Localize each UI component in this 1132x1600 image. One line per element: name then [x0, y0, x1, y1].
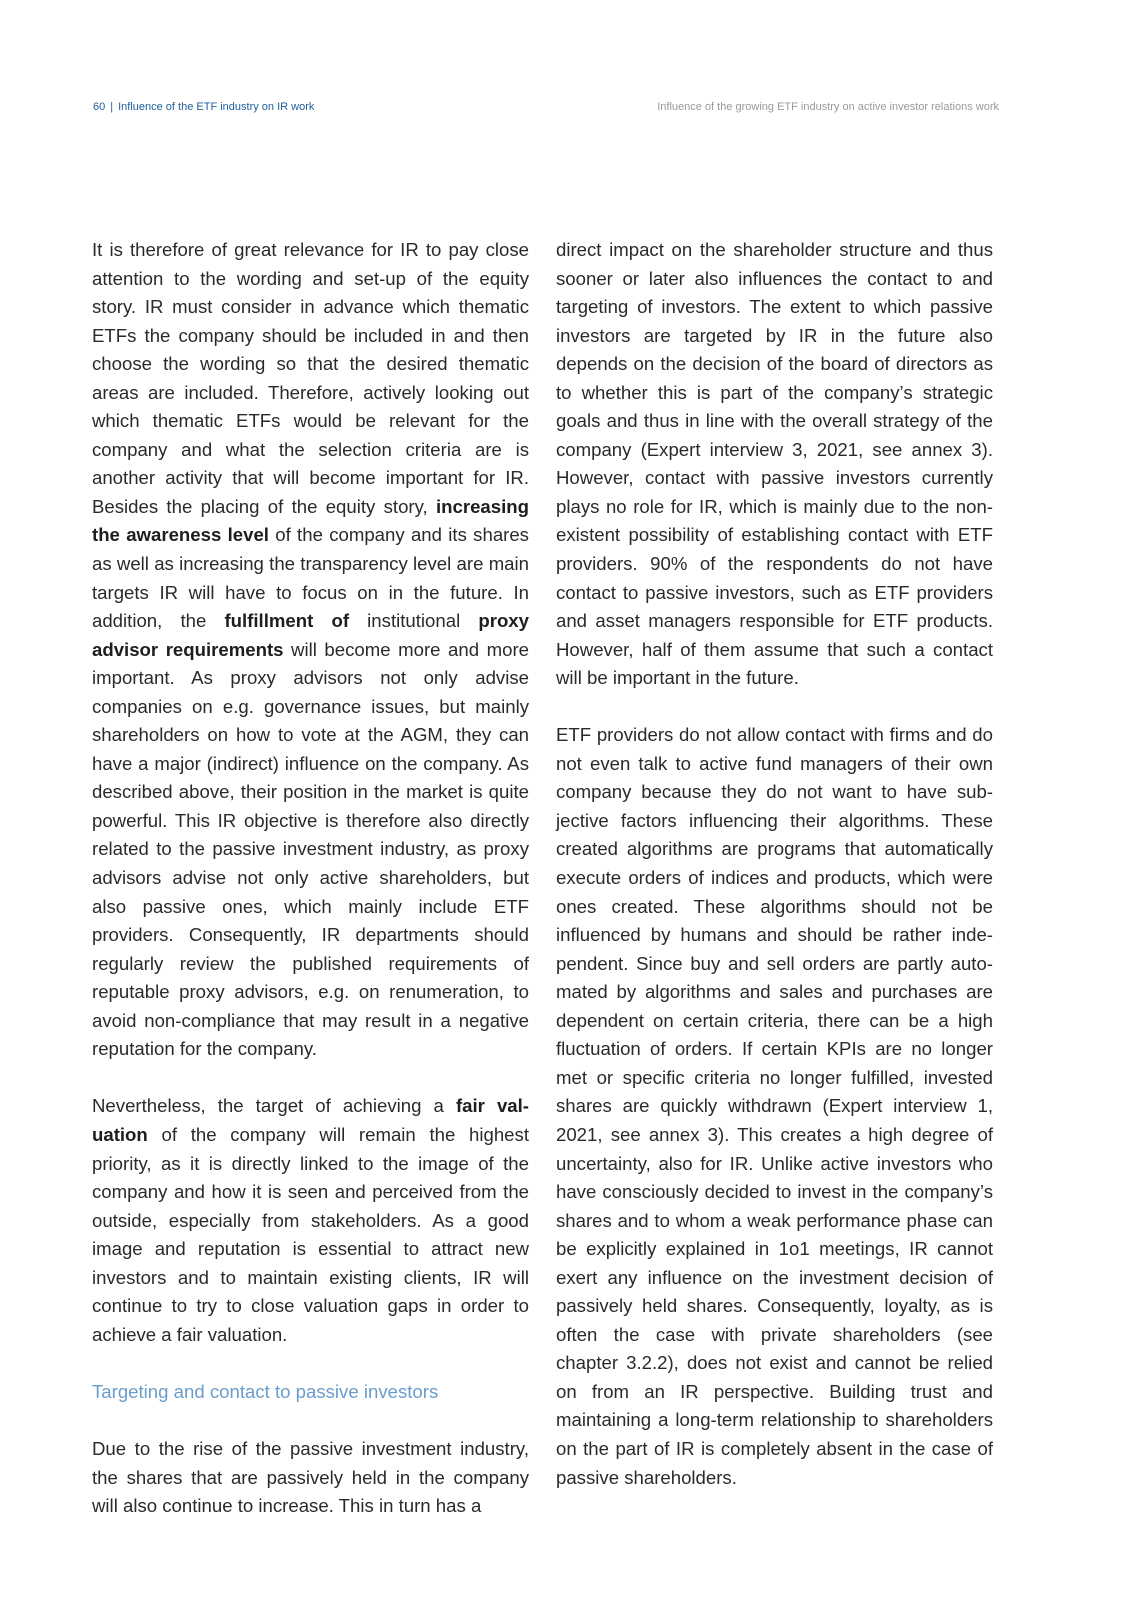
section-subheading: Targeting and contact to passive investors — [92, 1380, 439, 1402]
text-run: institutional — [349, 610, 479, 632]
text-run: It is therefore of great relevance for IR to pay close attention to the wording and set-up of the equity story. IR must consider in advance which thematic ETFs the company should be included in and then choose the wording so that the desired thematic areas are included. Therefore, actively looking out which thematic ETFs would be relevant for the company and what the selection criteria are is another activity that will become important for IR. Besides the placing of the equity story, — [92, 239, 529, 517]
text-run: will become more and more important. As proxy advisors not only advise companies on e.g. governance issues, but mainly shareholders on how to vote at the AGM, they can have a major (indirect) influence on the company. As described above, their position in the market is quite powerful. This IR objective is therefore also directly related to the passive investment industry, as proxy advisors advise not only active shareholders, but also passive ones, which mainly include ETF providers. Consequently, IR departments should regularly review the published requirements of reputable proxy advisors, e.g. on renumeration, to avoid non-compliance that may result in a negative reputation for the company. — [92, 638, 529, 1060]
emphasis-proxy-advisor: proxy advisor requirements — [92, 610, 529, 660]
page-header — [93, 98, 999, 116]
document-title: Influence of the growing ETF industry on active investor relations work — [657, 101, 999, 113]
paragraph-fair-valuation — [92, 1092, 529, 1349]
paragraph-etf-providers: ETF providers do not allow contact with firms and do not even talk to active fund managers of their own company because they do not want to have subjective factors influencing their algorithms. These created algorithms are programs that automatically execute orders of indices and products, which were ones created. These algorithms should not be influenced by humans and should be rather independent. Since buy and sell orders are partly automated by algorithms and sales and purchases are dependent on certain criteria, there can be a high fluctuation of orders. If certain KPIs are no longer met or specific criteria no longer fulfilled, invested shares are quickly withdrawn (Expert interview 1, 2021, see annex 3). This creates a high degree of uncertainty, also for IR. Unlike active investors who have consciously decided to invest in the company’s shares and to whom a weak performance phase can be explicitly explained in 1o1 meetings, IR cannot exert any influence on the investment decision of passively held shares. Consequently, loyalty, as is often the case with private shareholders (see chapter 3.2.2), does not exist and cannot be relied on from an IR perspective. Building trust and maintaining a long-term relationship to shareholders on the part of IR is completely absent in the case of passive shareholders. — [556, 724, 993, 1488]
header-separator: | — [110, 101, 114, 113]
emphasis-fair-valuation: fair valuation — [92, 1095, 529, 1145]
text-run: Nevertheless, the target of achieving a — [92, 1095, 456, 1117]
paragraph-shareholder-structure: direct impact on the shareholder structure and thus sooner or later also influences the contact to and targeting of investors. The extent to which passive investors are targeted by IR in the future also depends on the decision of the board of directors as to whether this is part of the company’s strategic goals and thus in line with the overall strategy of the company (Expert interview 3, 2021, see annex 3). However, contact with passive investors currently plays no role for IR, which is mainly due to the non-existent possibility of establishing contact with ETF providers. 90% of the respondents do not have contact to passive investors, such as ETF providers and asset managers responsible for ETF products. However, half of them assume that such a contact will be important in the future. — [556, 239, 993, 689]
text-run: of the company will remain the highest priority, as it is directly linked to the image of the company and how it is seen and perceived from the outside, especially from stakeholders. As a good image and reputation is essential to attract new investors and to maintain existing clients, IR will continue to try to close valuation gaps in order to achieve a fair valuation. — [92, 1123, 529, 1345]
right-column — [556, 236, 993, 1492]
paragraph-passive-rise: Due to the rise of the passive investment industry, the shares that are passively held in the company will also continue to increase. This in turn has a — [92, 1437, 529, 1517]
text-run: of the company and its shares as well as increasing the transparency level are main targets IR will have to focus on in the future. In addition, the — [92, 524, 529, 632]
paragraph-equity-story — [92, 236, 529, 1064]
emphasis-fulfillment: fulfillment of — [224, 610, 350, 632]
left-column — [92, 236, 529, 1521]
emphasis-awareness-level: increasing the awareness level — [92, 495, 529, 546]
chapter-title: Influence of the ETF industry on IR work — [118, 101, 315, 113]
running-header-left — [93, 98, 314, 116]
page-number: 60 — [93, 101, 106, 113]
